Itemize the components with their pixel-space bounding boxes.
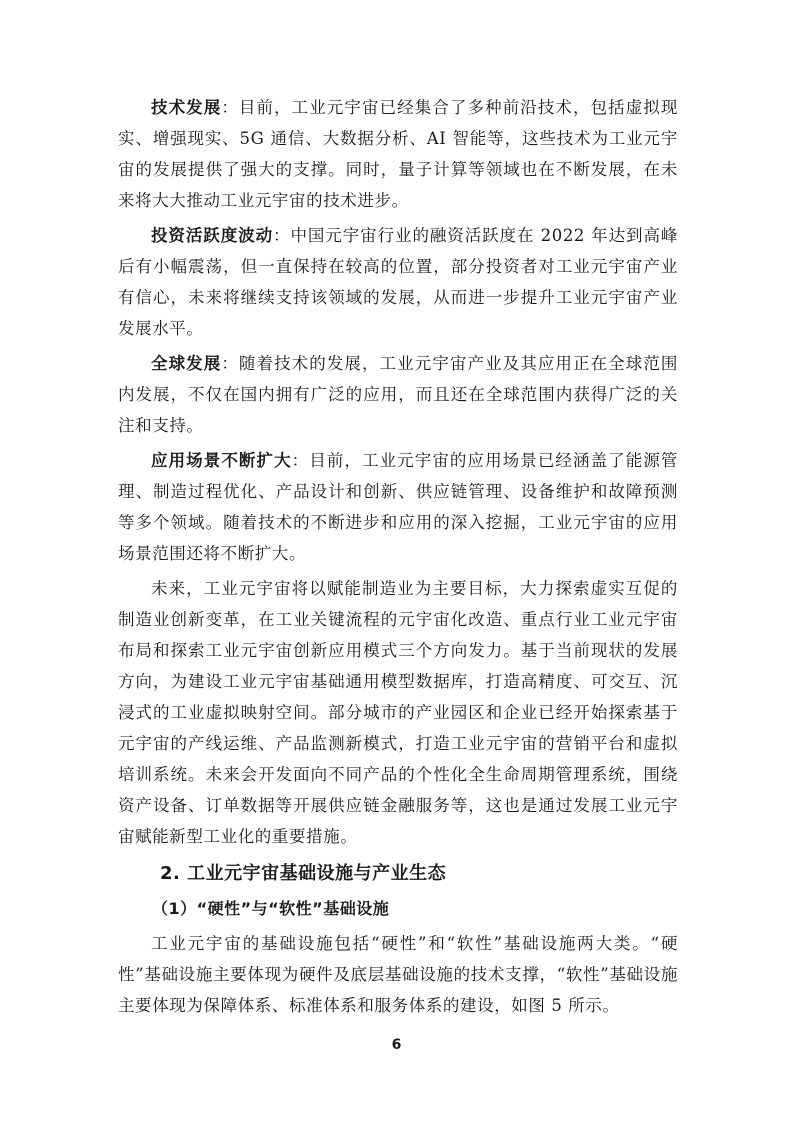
section-heading: 2. 工业元宇宙基础设施与产业生态 [160, 863, 447, 884]
paragraph-future [118, 573, 678, 852]
paragraph-lead: 技术发展 [151, 98, 222, 117]
paragraph-lead: 全球发展 [151, 354, 222, 373]
sub-heading: （1）“硬性”与“软性”基础设施 [152, 899, 390, 918]
paragraph-tech-development [118, 92, 678, 216]
paragraph-text: 未来，工业元宇宙将以赋能制造业为主要目标，大力探索虚实互促的制造业创新变革，在工业关键流程的元宇宙化改造、重点行业工业元宇宙布局和探索工业元宇宙创新应用模式三个方向发力。基于当前现状的发展方向，为建设工业元宇宙基础通用模型数据库，打造高精度、可交互、沉浸式的工业虚拟映射空间。部分城市的产业园区和企业已经开始探索基于元宇宙的产线运维、产品监测新模式，打造工业元宇宙的营销平台和虚拟培训系统。未来会开发面向不同产品的个性化全生命周期管理系统，围绕资产设备、订单数据等开展供应链金融服务等，这也是通过发展工业元宇宙赋能新型工业化的重要措施。 [118, 579, 678, 846]
paragraph-infrastructure [118, 928, 678, 1021]
paragraph-investment-fluctuation [118, 220, 678, 344]
paragraph-lead: 应用场景不断扩大 [151, 451, 292, 470]
paragraph-text: ：随着技术的发展，工业元宇宙产业及其应用正在全球范围内发展，不仅在国内拥有广泛的应用，而且还在全球范围内获得广泛的关注和支持。 [118, 354, 678, 435]
paragraph-application-scenarios [118, 445, 678, 569]
document-body [118, 92, 678, 1025]
paragraph-text: 工业元宇宙的基础设施包括“硬性”和“软性”基础设施两大类。“硬性”基础设施主要体现为硬件及底层基础设施的技术支撑，“软性”基础设施主要体现为保障体系、标准体系和服务体系的建设，如图 5 所示。 [118, 934, 678, 1015]
paragraph-text: ：目前，工业元宇宙的应用场景已经涵盖了能源管理、制造过程优化、产品设计和创新、供应链管理、设备维护和故障预测等多个领域。随着技术的不断进步和应用的深入挖掘，工业元宇宙的应用场景范围还将不断扩大。 [118, 451, 678, 563]
paragraph-text: ：中国元宇宙行业的融资活跃度在 2022 年达到高峰后有小幅震荡，但一直保持在较高的位置，部分投资者对工业元宇宙产业有信心，未来将继续支持该领域的发展，从而进一步提升工业元宇宙产业发展水平。 [118, 226, 678, 338]
paragraph-text: ：目前，工业元宇宙已经集合了多种前沿技术，包括虚拟现实、增强现实、5G 通信、大数据分析、AI 智能等，这些技术为工业元宇宙的发展提供了强大的支撑。同时，量子计算等领域也在不断发展，在未来将大大推动工业元宇宙的技术进步。 [118, 98, 678, 210]
paragraph-lead: 投资活跃度波动 [151, 226, 274, 245]
paragraph-global-development [118, 348, 678, 441]
page-number: 6 [391, 1037, 402, 1053]
